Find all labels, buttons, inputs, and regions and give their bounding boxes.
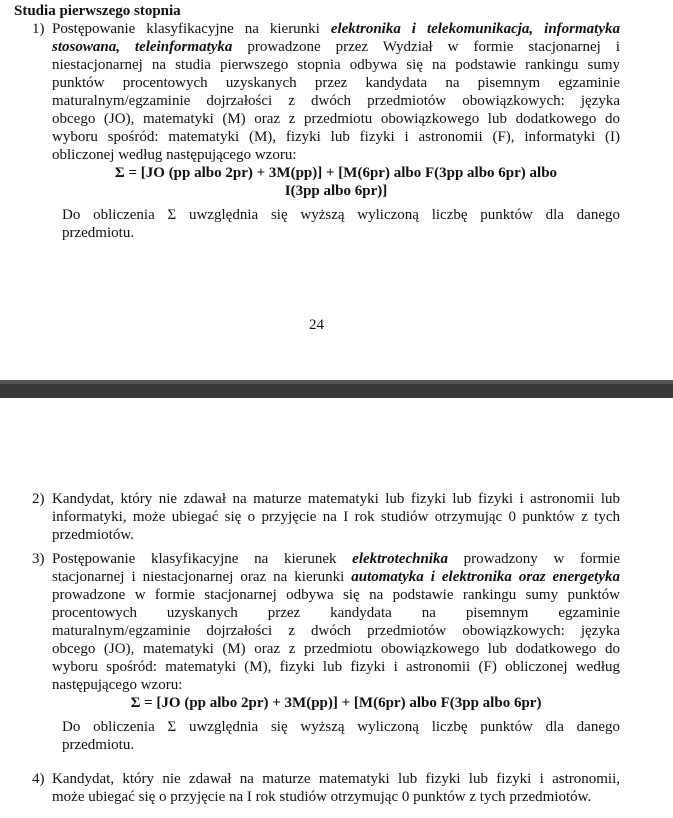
item3-line8: następującego wzoru: [52, 677, 183, 693]
item3-line7: wyboru spośród: matematyki (M), fizyki lub fizyki i astronomii (F) obliczonej według [52, 659, 620, 675]
item1-line3: niestacjonarnej na studia pierwszego stopnia odbywa się na podstawie rankingu sumy [52, 57, 620, 73]
note-line-1: Do obliczenia Σ uwzględnia się wyższą wyliczoną liczbę punktów dla danego [62, 719, 620, 735]
formula-line-1: Σ = [JO (pp albo 2pr) + 3M(pp)] + [M(6pr) albo F(3pp albo 6pr) albo [114, 165, 558, 181]
item1-line6: obcego (JO), matematyki (M) oraz z przedmiotu obowiązkowego lub dodatkowego do [52, 111, 620, 127]
document-page-bottom [0, 398, 673, 818]
formula-line-2: I(3pp albo 6pr)] [284, 183, 388, 199]
item3-line3: prowadzone w formie stacjonarnej odbywa się na podstawie rankingu sumy punktów [52, 587, 620, 603]
item1-line7: wyboru spośród: matematyki (M), fizyki lub fizyki i astronomii (F), informatyki (I) [52, 129, 620, 145]
item4-line1: Kandydat, który nie zdawał na maturze matematyki lub fizyki lub fizyki i astronomii, [52, 771, 620, 787]
list-item-3 [32, 550, 620, 754]
item3-line2: stacjonarnej i niestacjonarnej oraz na kierunki automatyka i elektronika oraz energetyka [52, 569, 620, 585]
item1-line4: punktów procentowych uzyskanych przez kandydata na pisemnym egzaminie [52, 75, 620, 91]
item1-line8: obliczonej według następującego wzoru: [52, 147, 297, 163]
item-number: 3) [32, 551, 45, 567]
item-number: 1) [32, 21, 45, 37]
item1-line2: stosowana, teleinformatyka prowadzone przez Wydział w formie stacjonarnej i [52, 39, 620, 55]
list-item-4 [32, 770, 620, 806]
item4-line2: może ubiegać się o przyjęcie na I rok studiów otrzymując 0 punktów z tych przedmiotów. [52, 789, 592, 805]
item2-line1: Kandydat, który nie zdawał na maturze matematyki lub fizyki lub fizyki i astronomii lub [52, 491, 620, 507]
item-number: 2) [32, 491, 45, 507]
item3-line6: obcego (JO), matematyki (M) oraz z przedmiotu obowiązkowego lub dodatkowego do [52, 641, 620, 657]
item2-line2: informatyki, może ubiegać się o przyjęcie na I rok studiów otrzymując 0 punktów z tych [52, 509, 620, 525]
item1-line5: maturalnym/egzaminie dojrzałości z dwóch przedmiotów obowiązkowych: języka [52, 93, 620, 109]
item-number: 4) [32, 771, 45, 787]
note-line-2: przedmiotu. [62, 225, 135, 241]
item3-line5: maturalnym/egzaminie dojrzałości z dwóch przedmiotów obowiązkowych: języka [52, 623, 620, 639]
list-item-1 [32, 20, 620, 242]
list-item-2 [32, 490, 620, 544]
item1-line1: Postępowanie klasyfikacyjne na kierunki elektronika i telekomunikacja, informatyka [52, 21, 620, 37]
item2-line3: przedmiotów. [52, 527, 134, 543]
section-heading: Studia pierwszego stopnia [14, 3, 181, 19]
page-separator [0, 380, 673, 398]
item3-line4: procentowych uzyskanych przez kandydata na pisemnym egzaminie [52, 605, 620, 621]
page-number: 24 [309, 317, 324, 333]
note-line-2: przedmiotu. [62, 737, 135, 753]
note-line-1: Do obliczenia Σ uwzględnia się wyższą wyliczoną liczbę punktów dla danego [62, 207, 620, 223]
formula-line: Σ = [JO (pp albo 2pr) + 3M(pp)] + [M(6pr) albo F(3pp albo 6pr) [130, 695, 542, 711]
document-page-top [0, 0, 673, 380]
item3-line1: Postępowanie klasyfikacyjne na kierunek elektrotechnika prowadzony w formie [52, 551, 620, 567]
